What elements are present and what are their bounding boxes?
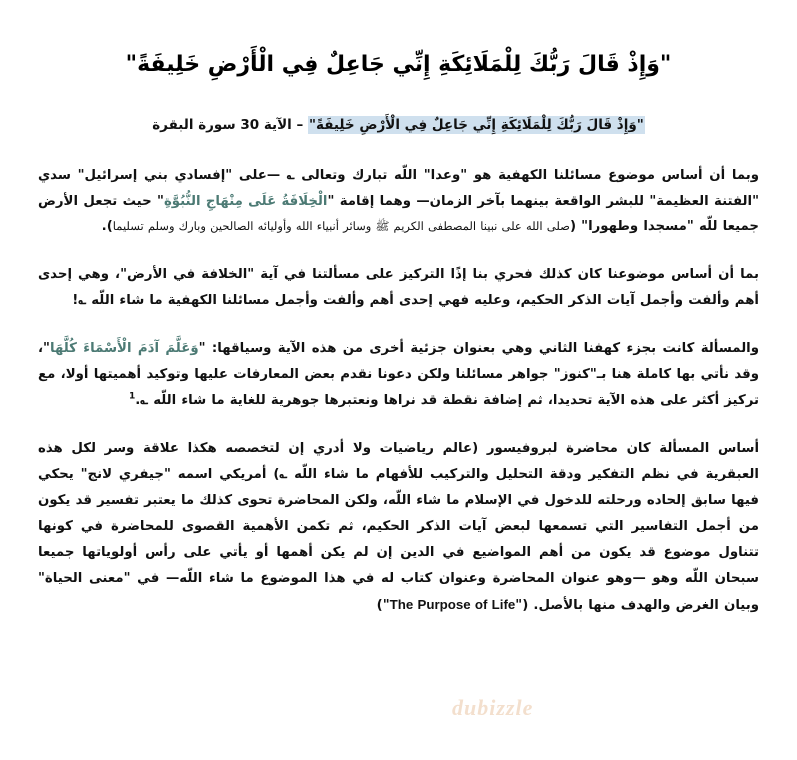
ayah-citation	[38, 115, 759, 137]
paragraph-1-part-1: وبما أن أساس موضوع مسائلنا الكهفية هو "وعدا" اللّه تبارك وتعالى ؎ —على "إفسادي بني إسرائيل" سدي "الفتنة العظيمة" للبشر الواقعة بينهما بآخر الزمان— وهما إقامة "	[38, 167, 759, 209]
paragraph-4	[38, 436, 759, 618]
ayah-highlighted-text: "وَإِذْ قَالَ رَبُّكَ لِلْمَلَائِكَةِ إِنِّي جَاعِلٌ فِي الْأَرْضِ خَلِيفَةً"	[308, 117, 644, 133]
paragraph-3-part-2: "، وقد نأتي بها كاملة هنا بـ"كنوز" جواهر مسائلنا ولكن دعونا نقدم بعض المعارفات عليها وتوكيد أهميتها أولا، مع تركيز أكثر على هذه الآية تحديدا، ثم إضافة نقطة قد نراها ونعتبرها جوهرية للغاية ما شاء اللّه ؎.	[38, 341, 759, 409]
ayah-reference: الآية 30 سورة البقرة	[152, 117, 292, 133]
paragraph-4-part-2: ")	[376, 597, 390, 613]
paragraph-3-part-1: والمسألة كانت بجزء كهفنا الثاني وهي بعنوان جزئية أخرى من هذه الآية وسياقها: "	[198, 341, 760, 357]
paragraph-3	[38, 336, 759, 414]
citation-separator: –	[291, 117, 308, 133]
paragraph-1	[38, 163, 759, 241]
paragraph-1-part-2: " حيث تجعل الأرض جميعا للّه "مسجدا وطهورا" (	[38, 193, 759, 235]
paragraph-4-part-1: أساس المسألة كان محاضرة لبروفيسور (عالم رياضيات ولا أدري إن لتخصصه هكذا علاقة وسر لكل هذه العبقرية في نظم التفكير ودقة التحليل والتركيب للأفهام ما شاء اللّه ؎) أمريكي اسمه "جيفري لانج" يحكي فيها سابق إلحاده ورحلته للدخول في الإسلام ما شاء اللّه، ولكن المحاضرة تحوى كذلك ما يعتبر تفسير قد يكون من أجمل التفاسير التي تسمعها لبعض آيات الذكر الحكيم، ثم تكمن الأهمية القصوى للمحاضرة في كونها تتناول موضوع قد يكون من أهم المواضيع في الدين إن لم يكن أهمها أو يأتي على رأس أولوياتها جميعا سبحان اللّه وهو —وهو عنوان المحاضرة وعنوان كتاب له في هذا الموضوع ما شاء اللّه— في "معنى الحياة" وبيان الغرض والهدف منها بالأصل. ("	[38, 440, 759, 613]
book-title-english: The Purpose of Life	[389, 596, 516, 612]
page-title-ayah: "وَإِذْ قَالَ رَبُّكَ لِلْمَلَائِكَةِ إِنِّي جَاعِلٌ فِي الْأَرْضِ خَلِيفَةً"	[125, 52, 672, 77]
paragraph-1-salawat: صلى الله على نبينا المصطفى الكريم ﷺ وسائر أنبياء الله وأوليائه الصالحين وبارك وسلم تسليما	[112, 219, 570, 234]
paragraph-2-text: بما أن أساس موضوعنا كان كذلك فحري بنا إذًا التركيز على مسألتنا في آية "الخلافة في الأرض"، وهي إحدى أهم وألفت وأجمل آيات الذكر الحكيم، وعليه فهي إحدى أهم وألفت وأجمل مسائلنا الكهفية ما شاء اللّه ؎!	[38, 267, 759, 309]
paragraph-1-part-3: ).	[101, 219, 113, 235]
paragraph-3-quran-phrase: وَعَلَّمَ آدَمَ الْأَسْمَاءَ كُلَّهَا	[49, 341, 199, 357]
paragraph-1-quran-phrase: الْخِلَافَةُ عَلَى مِنْهَاجِ النُّبُوَّةِ	[163, 193, 328, 209]
paragraph-2	[38, 262, 759, 314]
watermark: dubizzle	[452, 695, 534, 720]
footnote-marker: 1	[128, 391, 136, 402]
